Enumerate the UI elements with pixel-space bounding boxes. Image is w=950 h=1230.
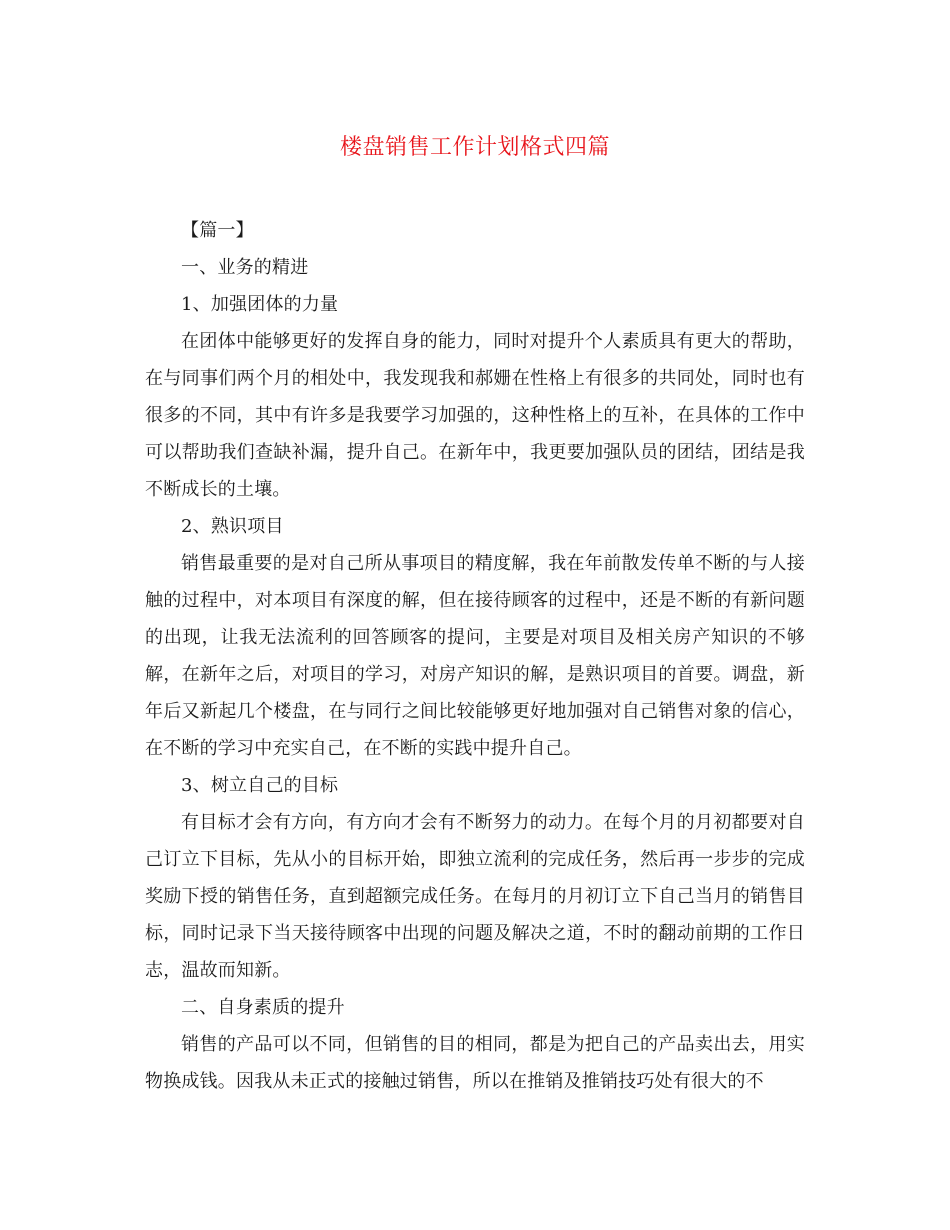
paragraph-team-strength: 在团体中能够更好的发挥自身的能力，同时对提升个人素质具有更大的帮助，在与同事们两个月的相处中，我发现我和郝姗在性格上有很多的共同处，同时也有很多的不同，其中有许多是我要学习加强的，这种性格上的互补，在具体的工作中可以帮助我们查缺补漏，提升自己。在新年中，我更要加强队员的团结，团结是我不断成长的土壤。 — [145, 331, 805, 500]
paragraph-self-improvement: 销售的产品可以不同，但销售的目的相同，都是为把自己的产品卖出去，用实物换成钱。因我从未正式的接触过销售，所以在推销及推销技巧处有很大的不 — [145, 1034, 805, 1092]
heading-self-improvement: 二、自身素质的提升 — [181, 997, 345, 1018]
heading-set-goals: 3、树立自己的目标 — [181, 775, 339, 796]
heading-know-project: 2、熟识项目 — [181, 516, 284, 537]
document-title: 楼盘销售工作计划格式四篇 — [339, 135, 610, 160]
heading-business-progress: 一、业务的精进 — [181, 257, 309, 278]
section-marker: 【篇一】 — [181, 220, 254, 241]
document-body — [145, 212, 805, 1100]
paragraph-set-goals: 有目标才会有方向，有方向才会有不断努力的动力。在每个月的月初都要对自己订立下目标，先从小的目标开始，即独立流利的完成任务，然后再一步步的完成奖励下授的销售任务，直到超额完成任务。在每月的月初订立下自己当月的销售目标，同时记录下当天接待顾客中出现的问题及解决之道，不时的翻动前期的工作日志，温故而知新。 — [145, 812, 805, 981]
paragraph-know-project: 销售最重要的是对自己所从事项目的精度解，我在年前散发传单不断的与人接触的过程中，对本项目有深度的解，但在接待顾客的过程中，还是不断的有新问题的出现，让我无法流利的回答顾客的提问，主要是对项目及相关房产知识的不够解，在新年之后，对项目的学习，对房产知识的解，是熟识项目的首要。调盘，新年后又新起几个楼盘，在与同行之间比较能够更好地加强对自己销售对象的信心，在不断的学习中充实自己，在不断的实践中提升自己。 — [145, 553, 805, 759]
heading-team-strength: 1、加强团体的力量 — [181, 294, 339, 315]
